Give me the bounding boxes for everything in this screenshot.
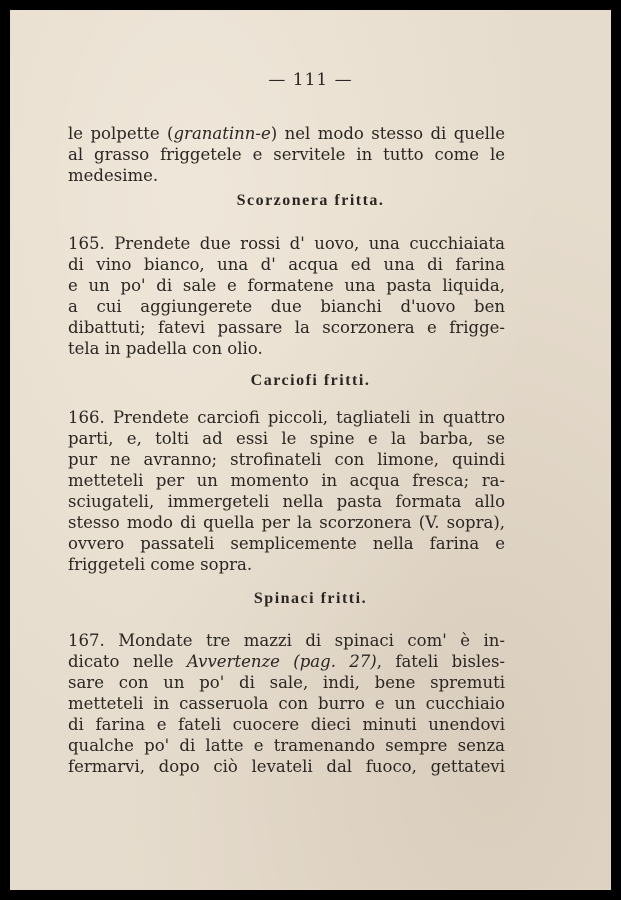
- page-number: — 111 —: [268, 70, 353, 90]
- text-line: tela in padella con olio.: [68, 339, 263, 358]
- text-line: metteteli in casseruola con burro e un cucchiaio: [68, 694, 505, 713]
- section-title-spinaci: Spinaci fritti.: [253, 590, 368, 607]
- text-line: pur ne avranno; strofinateli con limone, quindi: [68, 450, 505, 469]
- section-title-scorzonera: Scorzonera fritta.: [236, 192, 385, 209]
- text-line: friggeteli come sopra.: [68, 555, 253, 574]
- text-line: medesime.: [68, 166, 159, 185]
- text-line: e un po' di sale e formatene una pasta liquida,: [68, 276, 505, 295]
- text-line: di farina e fateli cuocere dieci minuti unendovi: [68, 715, 505, 734]
- text-line: sare con un po' di sale, indi, bene spremuti: [68, 673, 505, 692]
- text-line: le polpette (granatinn-e) nel modo stesso di quelle: [68, 124, 505, 143]
- text-line: 166. Prendete carciofi piccoli, tagliateli in quattro: [68, 408, 505, 427]
- book-page: [10, 10, 611, 890]
- recipe-165-paragraph: [68, 233, 505, 359]
- recipe-166-paragraph: [68, 407, 505, 575]
- text-line: parti, e, tolti ad essi le spine e la barba, se: [68, 429, 505, 448]
- text-line: fermarvi, dopo ciò levateli dal fuoco, gettatevi: [68, 757, 505, 776]
- text-line: 165. Prendete due rossi d' uovo, una cucchiaiata: [68, 234, 505, 253]
- text-line: sciugateli, immergeteli nella pasta formata allo: [68, 492, 505, 511]
- text-line: qualche po' di latte e tramenando sempre senza: [68, 736, 505, 755]
- text-line: 167. Mondate tre mazzi di spinaci com' è in-: [68, 631, 505, 650]
- text-line: dicato nelle Avvertenze (pag. 27), fateli bisles-: [68, 652, 505, 671]
- text-line: metteteli per un momento in acqua fresca; ra-: [68, 471, 505, 490]
- text-line: stesso modo di quella per la scorzonera (V. sopra),: [68, 513, 505, 532]
- text-line: di vino bianco, una d' acqua ed una di farina: [68, 255, 505, 274]
- text-line: a cui aggiungerete due bianchi d'uovo ben: [68, 297, 505, 316]
- intro-paragraph: [68, 123, 505, 186]
- text-line: dibattuti; fatevi passare la scorzonera e frigge-: [68, 318, 505, 337]
- text-line: ovvero passateli semplicemente nella farina e: [68, 534, 505, 553]
- recipe-167-paragraph: [68, 630, 505, 777]
- text-line: al grasso friggetele e servitele in tutto come le: [68, 145, 505, 164]
- section-title-carciofi: Carciofi fritti.: [250, 372, 371, 389]
